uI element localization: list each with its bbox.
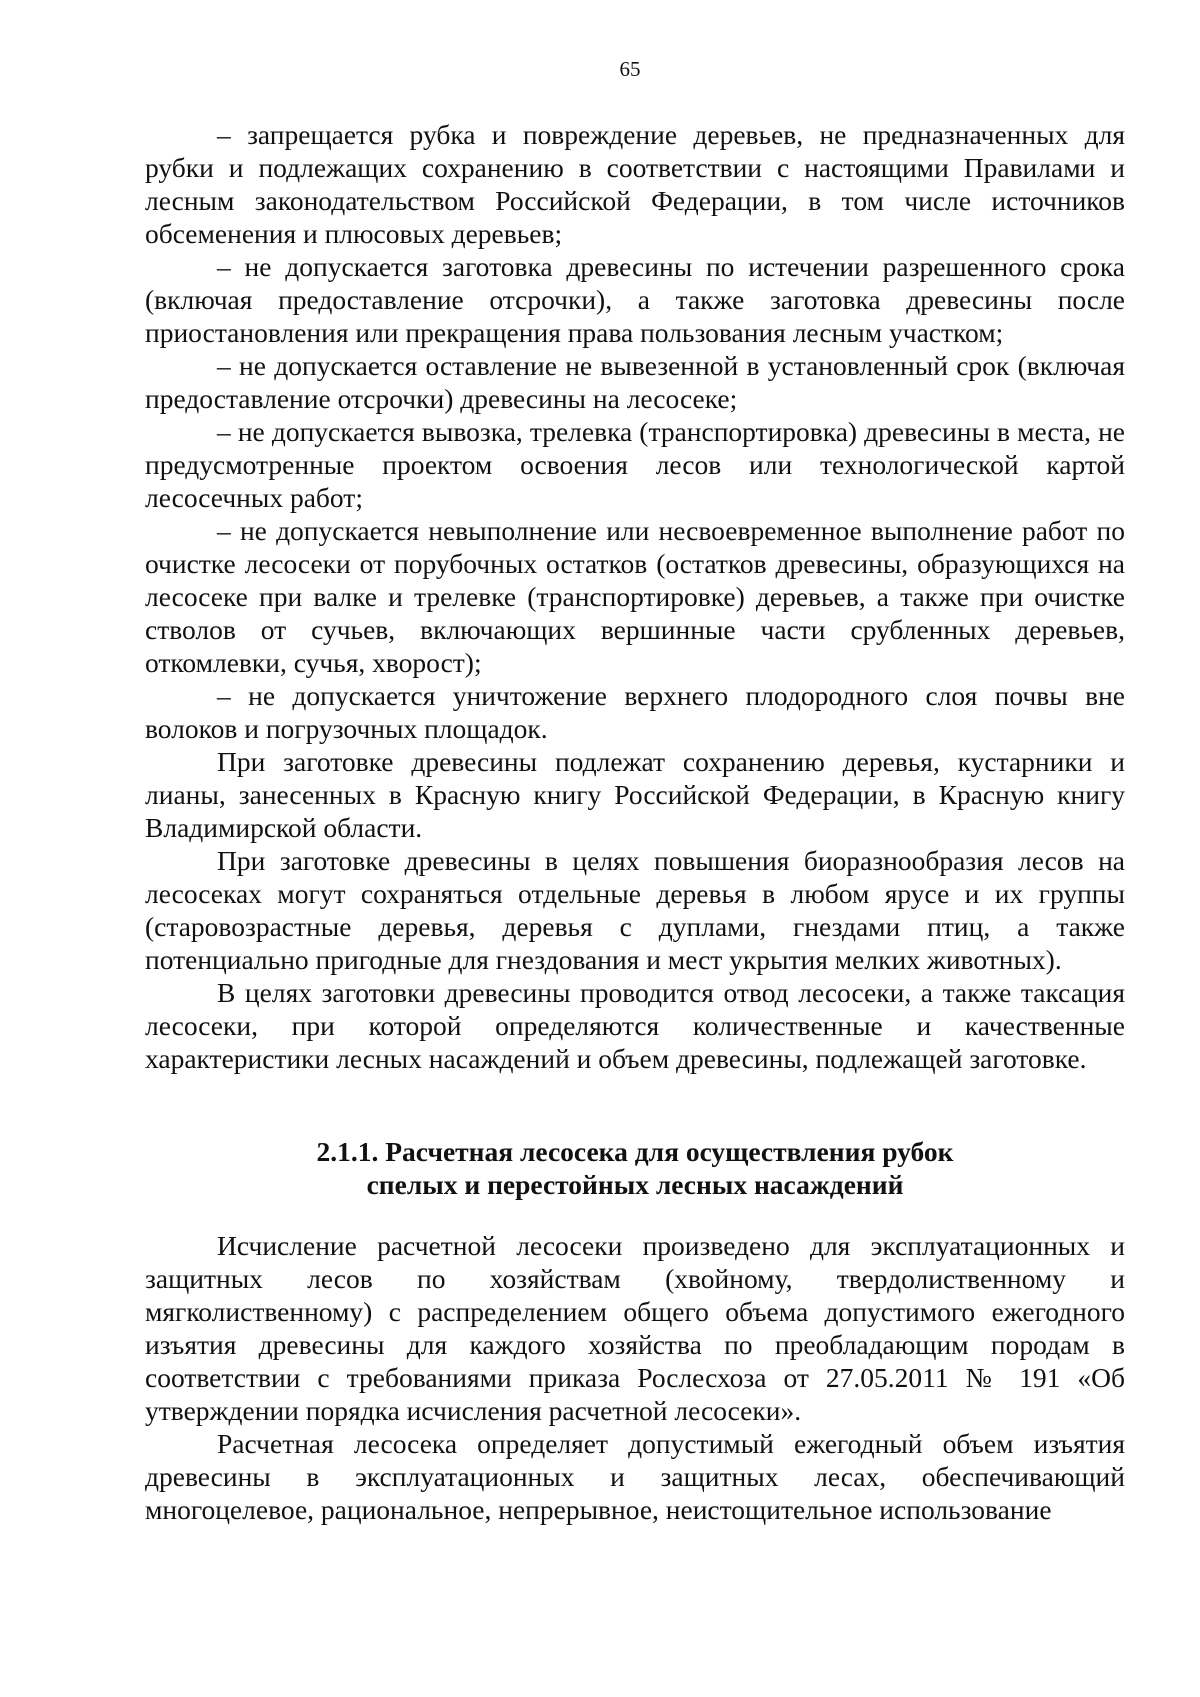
paragraph-red-book: При заготовке древесины подлежат сохранению деревья, кустарники и лианы, занесенных в Красную книгу Российской Федерации, в Красную книгу Владимирской области. [145, 746, 1125, 843]
paragraph-calculation: Исчисление расчетной лесосеки произведено для эксплуатационных и защитных лесов по хозяйствам (хвойному, твердолиственному и мягколиственному) с распределением общего объема допустимого ежегодного изъятия древесины для каждого хозяйства по преобладающим породам в соответствии с требованиями приказа Рослесхоза от 27.05.2011 № 191 «Об утверждении порядка исчисления расчетной лесосеки». [145, 1230, 1125, 1426]
paragraph-allotment: В целях заготовки древесины проводится отвод лесосеки, а также таксация лесосеки, при которой определяются количественные и качественные характеристики лесных насаждений и объем древесины, подлежащей заготовке. [145, 977, 1125, 1074]
paragraph-logging-ban: – запрещается рубка и повреждение деревьев, не предназначенных для рубки и подлежащих сохранению в соответствии с настоящими Правилами и лесным законодательством Российской Федерации, в том числе источников обсеменения и плюсовых деревьев; [145, 119, 1125, 249]
section-heading [145, 1135, 1125, 1201]
page-number: 65 [619, 57, 641, 81]
section-heading-line2: спелых и перестойных лесных насаждений [366, 1169, 904, 1200]
document-body [145, 118, 1125, 1526]
paragraph-biodiversity: При заготовке древесины в целях повышения биоразнообразия лесов на лесосеках могут сохраняться отдельные деревья в любом ярусе и их группы (старовозрастные деревья, деревья с дуплами, гнездами птиц, а также потенциально пригодные для гнездования и мест укрытия мелких животных). [145, 845, 1125, 975]
paragraph-harvest-term: – не допускается заготовка древесины по истечении разрешенного срока (включая предоставление отсрочки), а также заготовка древесины после приостановления или прекращения права пользования лесным участком; [145, 251, 1125, 348]
paragraph-cleaning: – не допускается невыполнение или несвоевременное выполнение работ по очистке лесосеки от порубочных остатков (остатков древесины, образующихся на лесосеке при валке и трелевке (транспортировке) деревьев, а также при очистке стволов от сучьев, включающих вершинные части срубленных деревьев, откомлевки, сучья, хворост); [145, 515, 1125, 678]
paragraph-leaving-wood: – не допускается оставление не вывезенной в установленный срок (включая предоставление отсрочки) древесины на лесосеке; [145, 350, 1125, 414]
section-heading-line1: 2.1.1. Расчетная лесосека для осуществления рубок [316, 1136, 954, 1167]
paragraph-soil-layer: – не допускается уничтожение верхнего плодородного слоя почвы вне волоков и погрузочных площадок. [145, 680, 1125, 744]
paragraph-estimated-cutting: Расчетная лесосека определяет допустимый ежегодный объем изъятия древесины в эксплуатационных и защитных лесах, обеспечивающий многоцелевое, рациональное, непрерывное, неистощительное использование [145, 1428, 1125, 1525]
paragraph-transport: – не допускается вывозка, трелевка (транспортировка) древесины в места, не предусмотренные проектом освоения лесов или технологической картой лесосечных работ; [145, 416, 1125, 513]
